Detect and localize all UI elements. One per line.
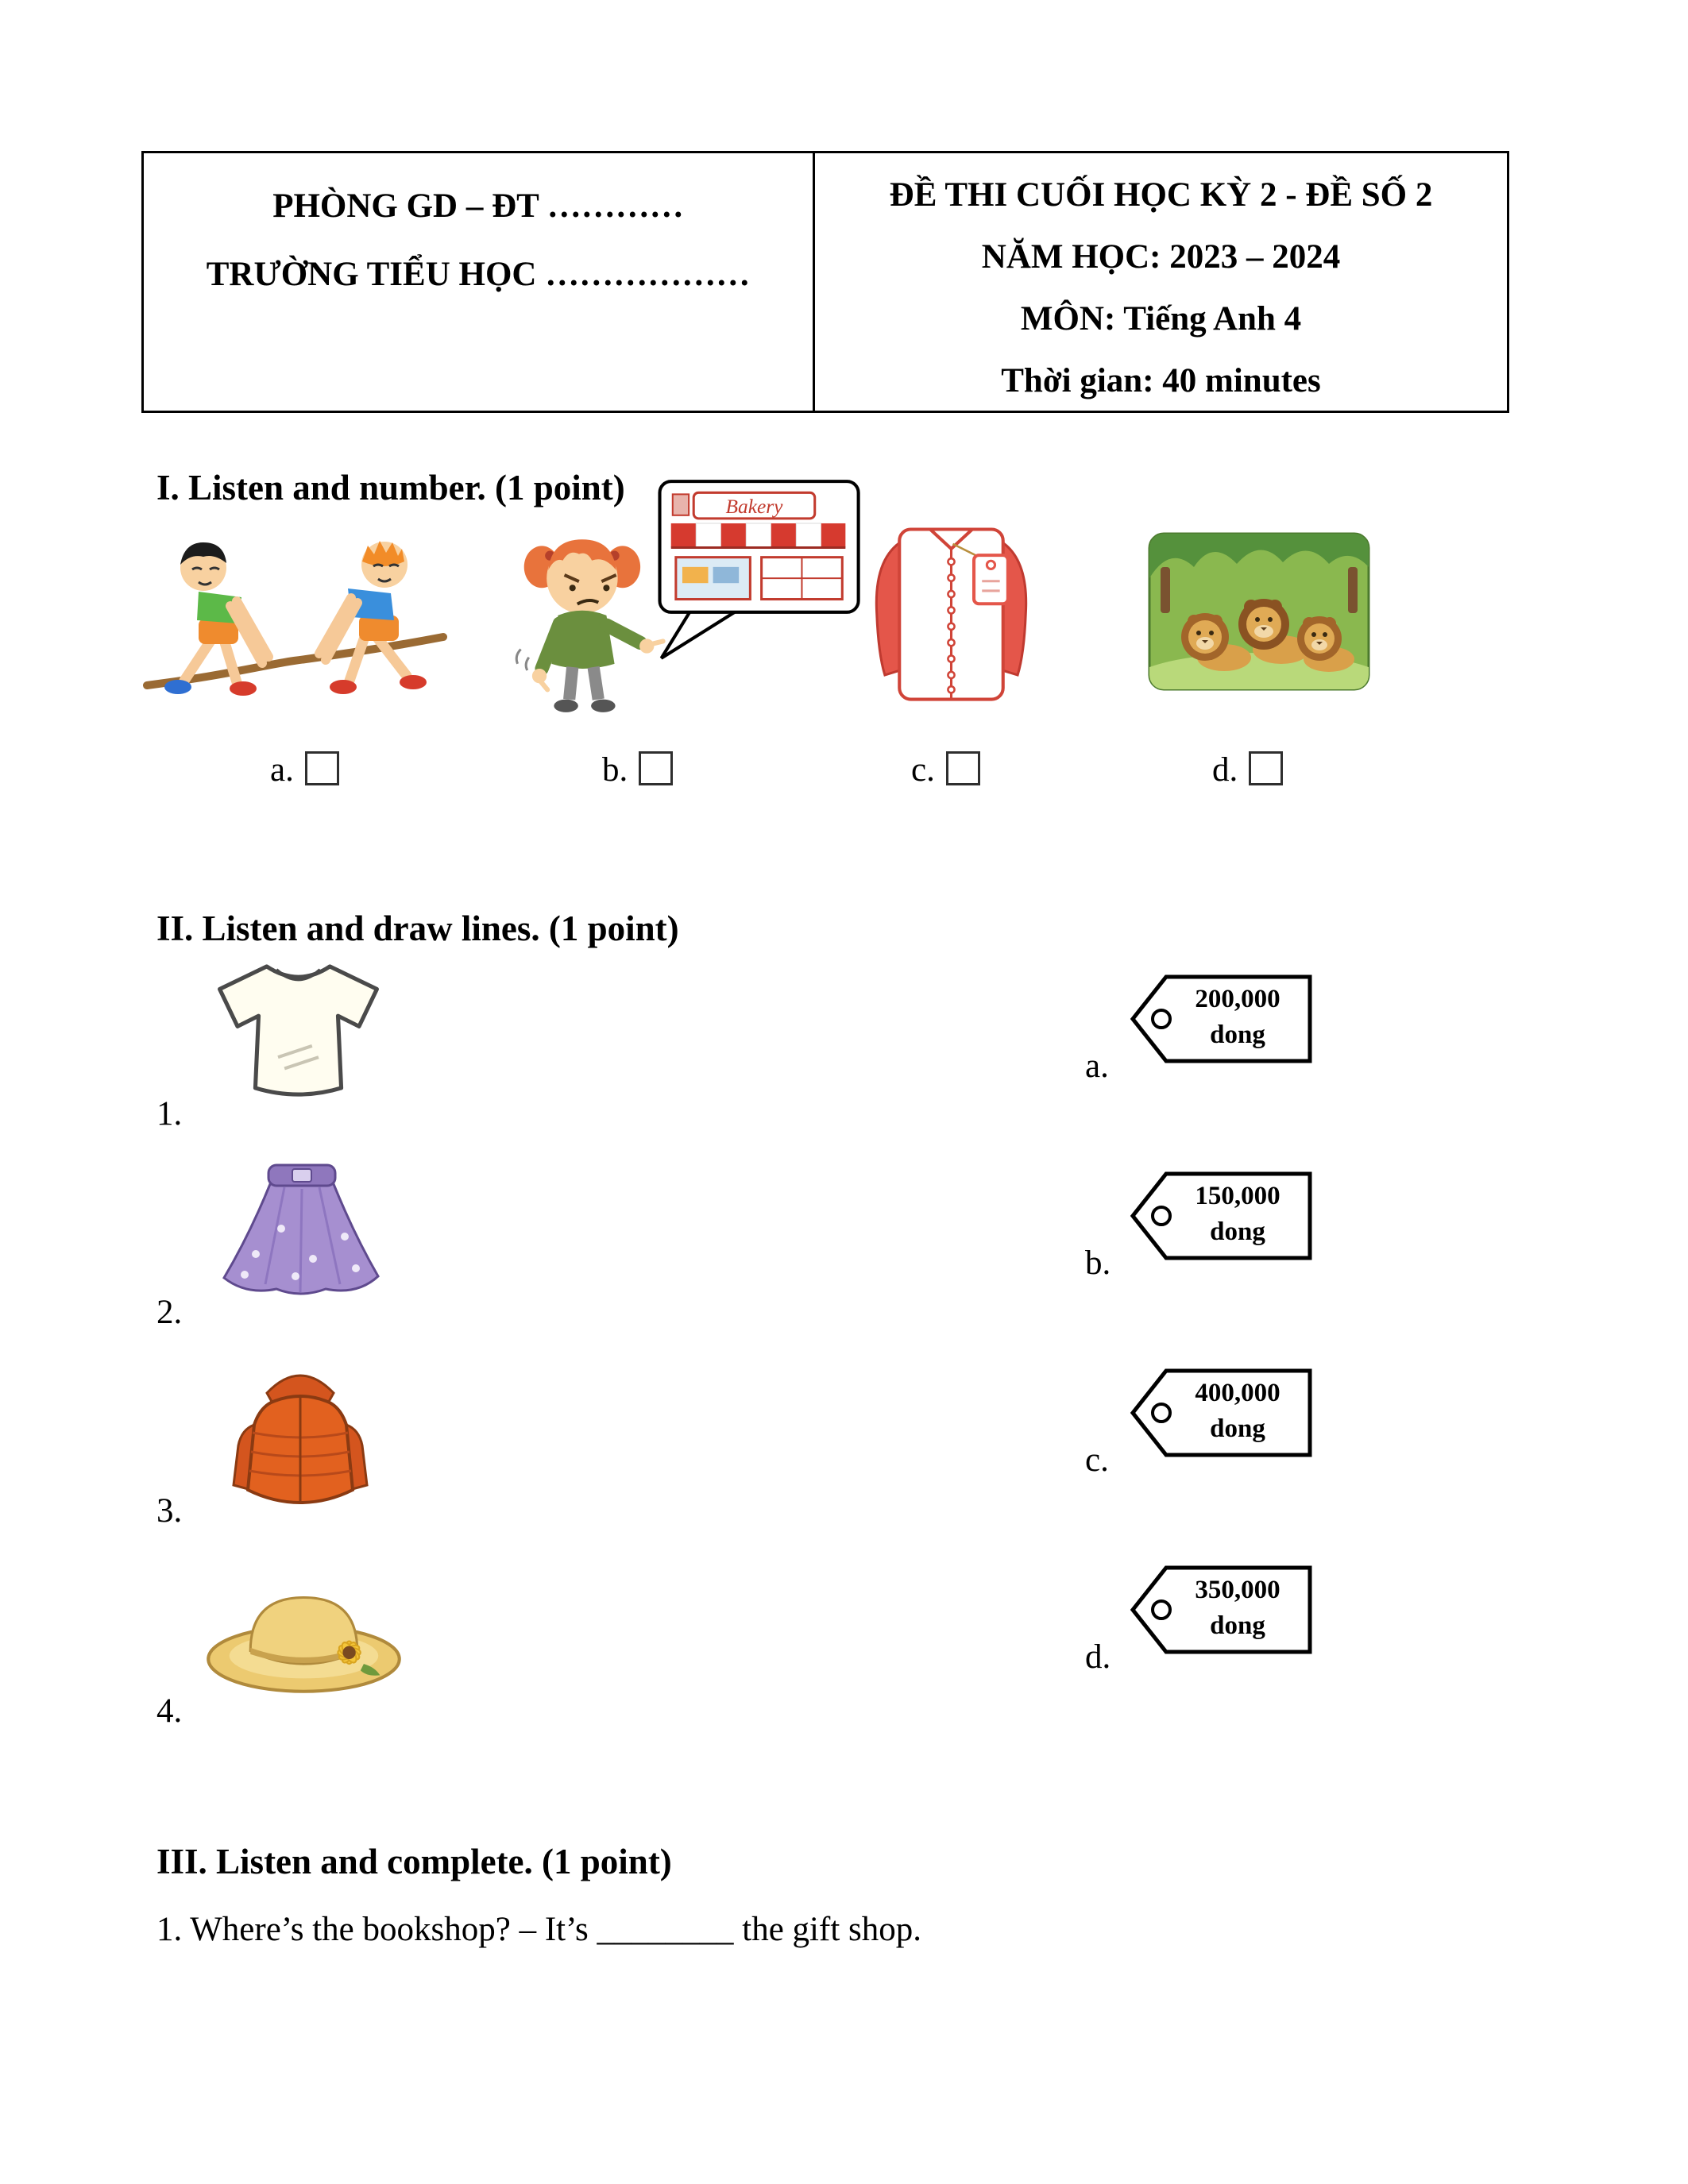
tug-of-war-illustration	[135, 520, 453, 711]
answer-checkbox-c	[946, 751, 980, 785]
shirt-illustration	[854, 508, 1049, 719]
price-a-unit: dong	[1210, 1021, 1265, 1049]
tag-b-label: b.	[1085, 1244, 1111, 1282]
school-year: NĂM HỌC: 2023 – 2024	[981, 238, 1341, 276]
section2-title: II. Listen and draw lines. (1 point)	[156, 909, 679, 948]
department-line: PHÒNG GD – ĐT …………	[272, 187, 684, 225]
answer-checkbox-d	[1249, 751, 1283, 785]
section3-title: III. Listen and complete. (1 point)	[156, 1842, 672, 1881]
price-c-unit: dong	[1210, 1414, 1265, 1443]
option-d-label: d.	[1212, 751, 1238, 789]
price-a: 200,000	[1195, 985, 1280, 1013]
tag-c-label: c.	[1085, 1441, 1109, 1479]
section1-title: I. Listen and number. (1 point)	[156, 468, 625, 507]
subject: MÔN: Tiếng Anh 4	[1020, 300, 1302, 338]
price-tag-b	[1128, 1167, 1315, 1264]
item-1-number: 1.	[156, 1095, 183, 1133]
price-b: 150,000	[1195, 1182, 1280, 1210]
answer-option-d	[1212, 751, 1283, 789]
item-3-number: 3.	[156, 1492, 183, 1530]
hat-illustration	[199, 1574, 409, 1705]
price-b-unit: dong	[1210, 1217, 1265, 1246]
jacket-image	[205, 1356, 396, 1515]
lions-illustration	[1148, 532, 1370, 691]
price-tag-d	[1128, 1561, 1315, 1658]
item-2-number: 2.	[156, 1294, 183, 1331]
option-b-label: b.	[602, 751, 628, 789]
girl-pointing-bakery-illustration	[500, 477, 866, 719]
lions-image	[1148, 532, 1370, 691]
skirt-image	[200, 1158, 399, 1302]
answer-checkbox-b	[639, 751, 673, 785]
skirt-illustration	[200, 1158, 399, 1302]
price-tag-a	[1128, 970, 1315, 1067]
jacket-illustration	[205, 1356, 396, 1515]
answer-option-b	[602, 751, 673, 789]
exam-header	[141, 151, 1509, 413]
option-a-label: a.	[270, 751, 294, 789]
answer-option-a	[270, 751, 339, 789]
school-line: TRƯỜNG TIỂU HỌC ………………	[206, 256, 751, 293]
exam-title: ĐỀ THI CUỐI HỌC KỲ 2 - ĐỀ SỐ 2	[889, 176, 1433, 214]
t-shirt-image	[197, 953, 400, 1108]
tag-d-label: d.	[1085, 1638, 1111, 1676]
item-4-number: 4.	[156, 1692, 183, 1730]
price-c: 400,000	[1195, 1379, 1280, 1407]
awning	[671, 523, 846, 548]
price-d: 350,000	[1195, 1576, 1280, 1604]
price-tag-c	[1128, 1364, 1315, 1461]
answer-option-c	[911, 751, 980, 789]
tag-a-label: a.	[1085, 1048, 1109, 1085]
duration: Thời gian: 40 minutes	[1001, 362, 1321, 399]
price-d-unit: dong	[1210, 1611, 1265, 1640]
header-exam-column	[815, 153, 1507, 411]
hat-image	[199, 1574, 409, 1705]
option-c-label: c.	[911, 751, 935, 789]
header-school-column	[144, 153, 815, 411]
bakery-sign-text: Bakery	[725, 495, 783, 518]
answer-checkbox-a	[305, 751, 339, 785]
girl-pointing-bakery-image	[500, 477, 866, 719]
t-shirt-illustration	[197, 953, 400, 1108]
section3-question-1: 1. Where’s the bookshop? – It’s ________ the gift shop.	[156, 1911, 922, 1948]
shirt-image	[854, 508, 1049, 719]
tug-of-war-image	[135, 520, 453, 711]
